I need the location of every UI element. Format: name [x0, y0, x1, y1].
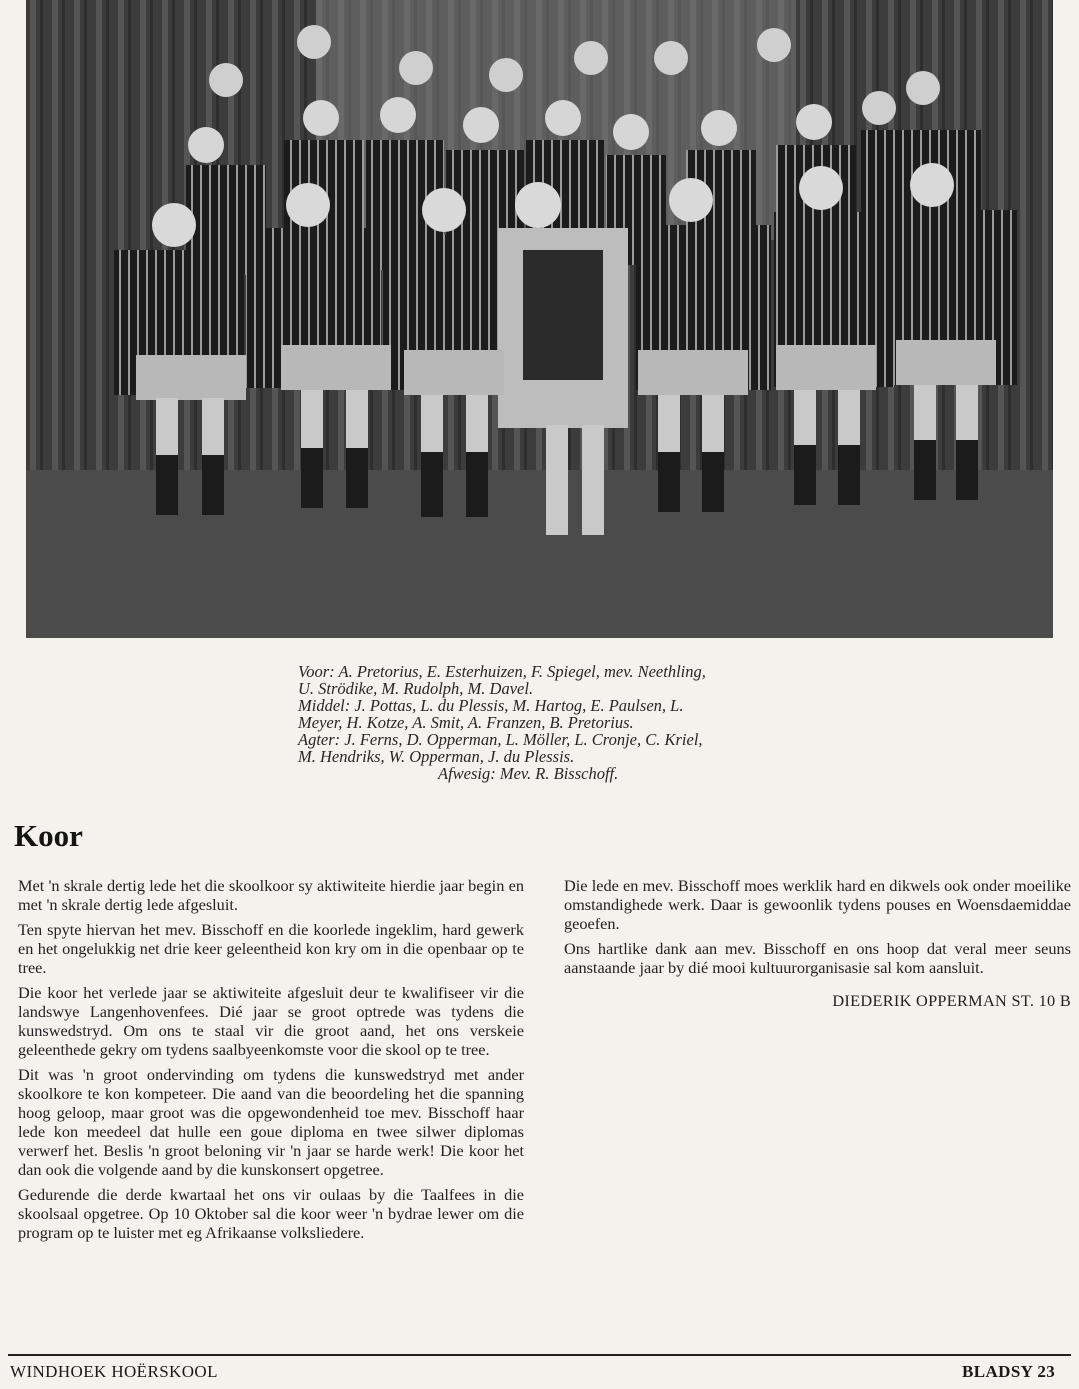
article-title: Koor [14, 818, 83, 853]
article-paragraph: Die lede en mev. Bisschoff moes werklik hard en dikwels ook onder moeilike omstandighede werk. Daar is gewoonlik tydens pouses en Woensdaemiddae geoefen. [564, 876, 1071, 933]
article-right-column [564, 876, 1071, 1010]
photo-caption [298, 663, 818, 782]
article-left-column [18, 876, 524, 1248]
article-paragraph: Met 'n skrale dertig lede het die skoolkoor sy aktiwiteite hierdie jaar begin en met 'n skrale dertig lede afgesluit. [18, 876, 524, 914]
caption-line: Agter: J. Ferns, D. Opperman, L. Möller, L. Cronje, C. Kriel, [298, 730, 703, 749]
footer-divider [8, 1354, 1071, 1356]
article-author: DIEDERIK OPPERMAN ST. 10 B [832, 991, 1071, 1010]
footer-page-number: BLADSY 23 [962, 1362, 1056, 1381]
caption-line: Middel: J. Pottas, L. du Plessis, M. Hartog, E. Paulsen, L. [298, 696, 684, 715]
caption-absent: Afwesig: Mev. R. Bisschoff. [438, 764, 619, 783]
group-photo-illustration [26, 0, 1053, 638]
article-paragraph: Die koor het verlede jaar se aktiwiteite afgesluit deur te kwalifiseer vir die landswye Langenhovenfees. Dié jaar se groot optrede was tydens die kunswedstryd. Om ons te staal vir die groot aand, het ons verskeie geleenthede gekry om tydens saalbyeenkomste voor die skool op te tree. [18, 983, 524, 1059]
group-photo [26, 0, 1053, 638]
article-paragraph: Dit was 'n groot ondervinding om tydens die kunswedstryd met ander skoolkore te kon kompeteer. Die aand van die beoordeling het die spanning hoog geloop, maar groot was die opgewondenheid toe mev. Bisschoff haar lede kon meedeel dat hulle een goue diploma en twee silwer diplomas verwerf het. Beslis 'n groot beloning vir 'n jaar se harde werk! Die koor het dan ook die volgende aand by die kunskonsert opgetree. [18, 1065, 524, 1179]
article-paragraph: Ten spyte hiervan het mev. Bisschoff en die koorlede ingeklim, hard gewerk en het ongelukkig net drie keer geleentheid kon kry om in die openbaar op te tree. [18, 920, 524, 977]
article-paragraph: Gedurende die derde kwartaal het ons vir oulaas by die Taalfees in die skoolsaal opgetree. Op 10 Oktober sal die koor weer 'n bydrae lewer om die program op te luister met eg Afrikaanse volksliedere. [18, 1185, 524, 1242]
caption-line: Voor: A. Pretorius, E. Esterhuizen, F. Spiegel, mev. Neethling, [298, 662, 706, 681]
caption-line: U. Strödike, M. Rudolph, M. Davel. [298, 679, 534, 698]
caption-line: Meyer, H. Kotze, A. Smit, A. Franzen, B. Pretorius. [298, 713, 634, 732]
caption-line: M. Hendriks, W. Opperman, J. du Plessis. [298, 747, 575, 766]
footer-school-name: WINDHOEK HOËRSKOOL [10, 1362, 218, 1381]
article-paragraph: Ons hartlike dank aan mev. Bisschoff en ons hoop dat veral meer seuns aanstaande jaar by dié mooi kultuurorganisasie sal kom aansluit. [564, 939, 1071, 977]
